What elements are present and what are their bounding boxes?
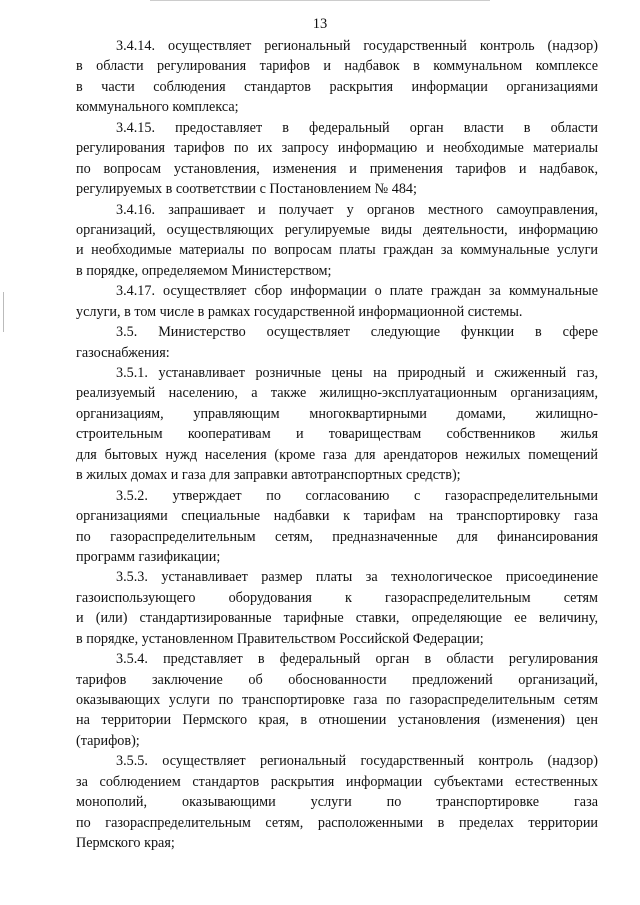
paragraph [76, 281, 598, 322]
text-line: по газораспределительным сетям, предназначенные для финансирования [76, 528, 598, 545]
text-line: 3.5.2. утверждает по согласованию с газораспределительными [116, 487, 598, 504]
text-line: регулирования тарифов по их запросу информацию и необходимые материалы [76, 140, 598, 157]
text-line: программ газификации; [76, 548, 221, 565]
text-line: и необходимые материалы по вопросам платы граждан за коммунальные услуги [76, 242, 598, 259]
text-line: газоиспользующего оборудования к газораспределительным сетям [76, 589, 598, 606]
paragraph [76, 486, 598, 568]
text-line: 3.5. Министерство осуществляет следующие функции в сфере [116, 324, 598, 341]
text-line: оказывающих услуги по транспортировке газа по газораспределительным сетям [76, 692, 598, 708]
paragraph [76, 363, 598, 486]
text-line: и (или) стандартизированные тарифные ставки, определяющие ее величину, [76, 610, 598, 627]
paragraph [76, 649, 598, 751]
text-line: организациями специальные надбавки к тарифам на транспортировку газа [76, 508, 598, 525]
text-line: за соблюдением стандартов раскрытия информации субъектами естественных [76, 773, 598, 790]
text-line: Пермского края; [76, 835, 175, 852]
text-line: в части соблюдения стандартов раскрытия информации организациями [76, 78, 598, 95]
text-line: в порядке, определяемом Министерством; [76, 262, 332, 279]
text-line: по вопросам установления, изменения и применения тарифов и надбавок, [76, 160, 598, 177]
text-line: организациям, управляющим многоквартирными домами, жилищно- [76, 405, 598, 422]
page-number: 13 [312, 16, 328, 32]
paragraph [76, 567, 598, 649]
text-line: 3.5.5. осуществляет региональный государственный контроль (надзор) [116, 753, 598, 770]
paragraph [76, 751, 598, 853]
text-line: строительным кооперативам и товариществам собственников жилья [76, 426, 598, 443]
text-line: тарифов заключение об обоснованности предложений организаций, [76, 671, 598, 688]
paragraph [76, 322, 598, 363]
top-scan-edge [150, 0, 490, 1]
text-line: по газораспределительным сетям, расположенными в пределах территории [76, 814, 598, 831]
text-line: 3.4.17. осуществляет сбор информации о плате граждан за коммунальные [116, 283, 598, 300]
paragraph [76, 36, 598, 118]
text-line: регулируемых в соответствии с Постановлением № 484; [76, 181, 417, 198]
text-line: для бытовых нужд населения (кроме газа для арендаторов нежилых помещений [76, 446, 598, 463]
text-line: 3.5.3. устанавливает размер платы за технологическое присоединение [116, 569, 598, 586]
text-line: (тарифов); [76, 732, 140, 749]
text-line: 3.4.14. осуществляет региональный государственный контроль (надзор) [116, 38, 598, 54]
text-line: в порядке, установленном Правительством Российской Федерации; [76, 630, 484, 647]
text-line: в жилых домах и газа для заправки автотранспортных средств); [76, 467, 461, 484]
paragraph [76, 200, 598, 282]
text-line: 3.4.15. предоставляет в федеральный орган власти в области [116, 119, 598, 136]
text-line: 3.5.4. представляет в федеральный орган в области регулирования [116, 651, 598, 668]
paragraph [76, 118, 598, 200]
text-line: газоснабжения: [76, 344, 170, 361]
text-line: в области регулирования тарифов и надбавок в коммунальном комплексе [76, 58, 598, 75]
text-line: организаций, осуществляющих регулируемые виды деятельности, информацию [76, 221, 598, 238]
text-line: 3.4.16. запрашивает и получает у органов местного самоуправления, [116, 201, 598, 218]
document-body [76, 36, 598, 854]
text-line: монополий, оказывающими услуги по транспортировке газа [76, 794, 598, 811]
scan-margin-mark [3, 292, 4, 332]
text-line: услуги, в том числе в рамках государственной информационной системы. [76, 303, 523, 320]
text-line: коммунального комплекса; [76, 99, 239, 116]
text-line: на территории Пермского края, в отношении установления (изменения) цен [76, 712, 598, 729]
text-line: реализуемый населению, а также жилищно-эксплуатационным организациям, [76, 385, 598, 402]
text-line: 3.5.1. устанавливает розничные цены на природный и сжиженный газ, [116, 365, 598, 381]
